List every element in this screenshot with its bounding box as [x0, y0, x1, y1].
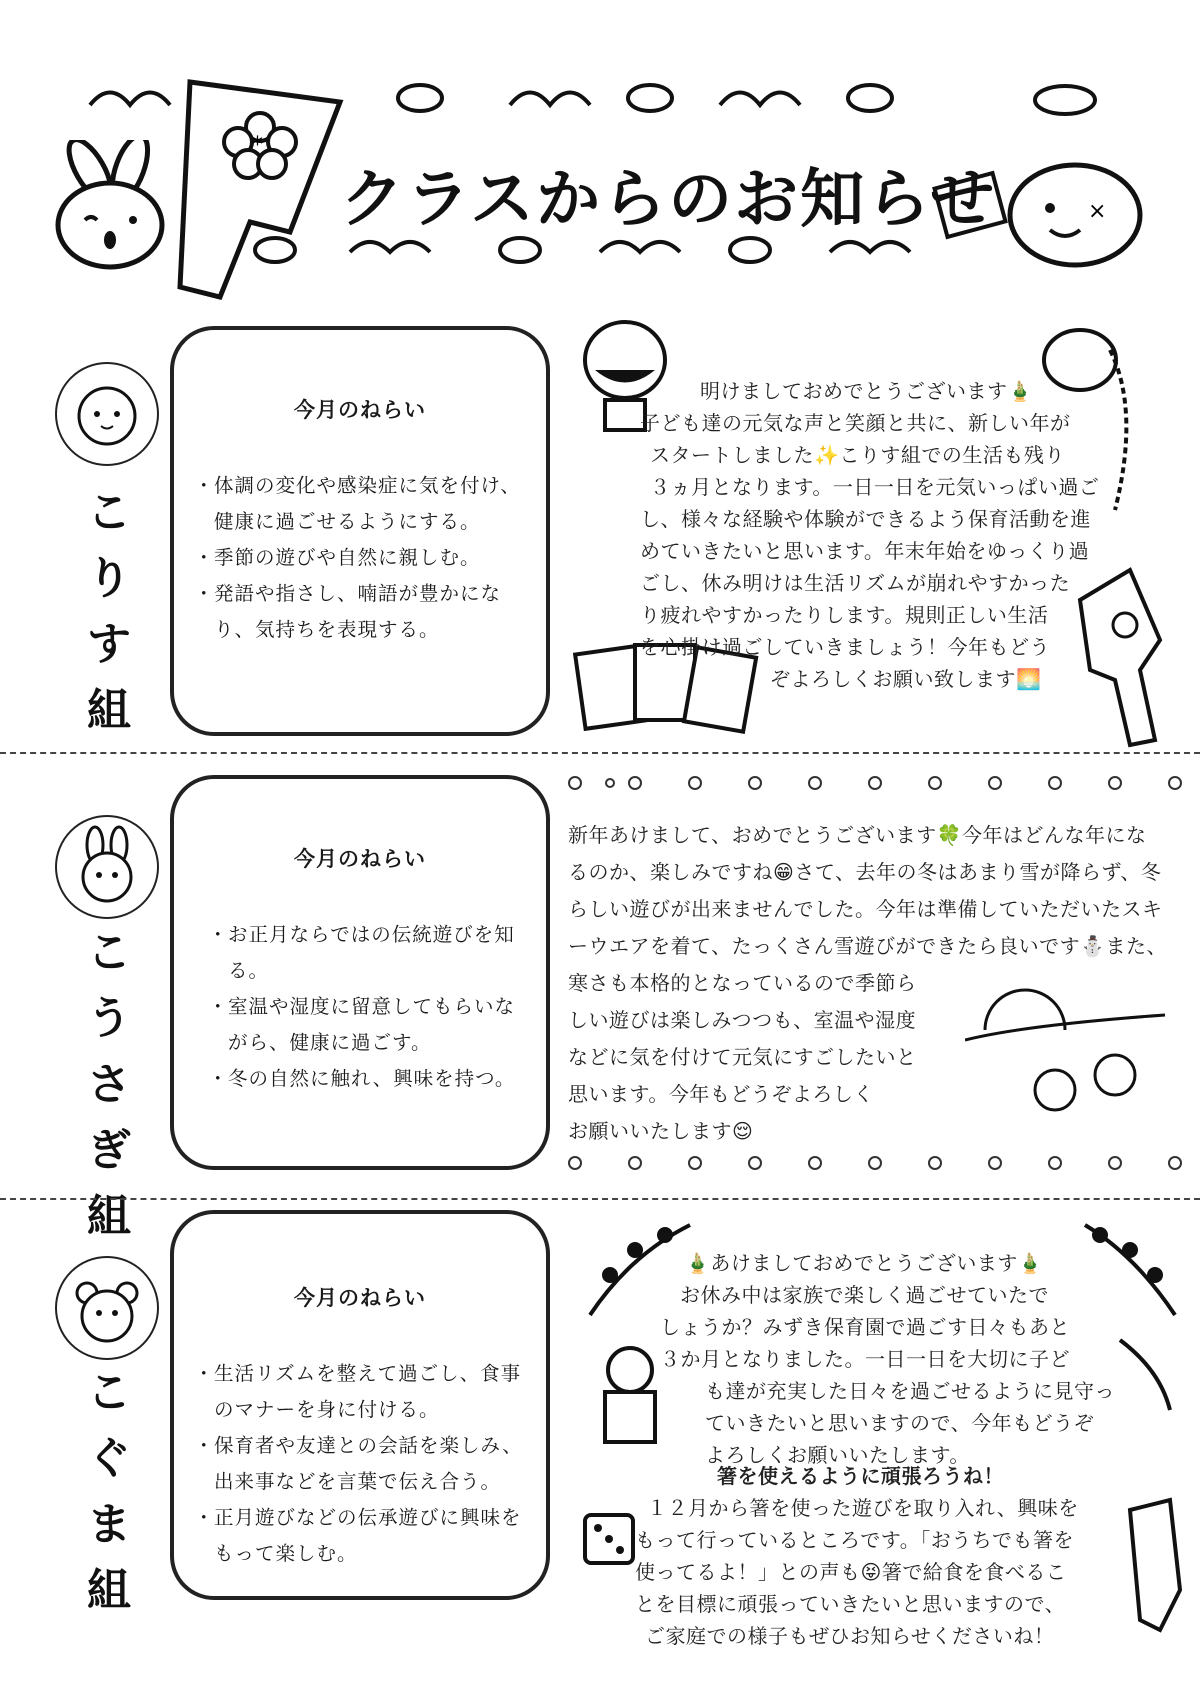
message-line: お願いいたします😌 [568, 1119, 754, 1143]
class-name: こぐま組 [87, 1367, 131, 1616]
message-line: お休み中は家族で楽しく過ごせていたで [680, 1283, 1049, 1307]
message-line: 寒さも本格的となっているので季節ら [568, 971, 917, 995]
message-line: よろしくお願いいたします。 [705, 1443, 970, 1467]
message-line: ご家庭での様子もぜひお知らせくださいね！ [645, 1624, 1055, 1648]
message-line: しい遊びは楽しみつつも、室温や湿度 [568, 1008, 917, 1032]
message-line: スタートしました✨こりす組での生活も残り [650, 443, 1065, 467]
dice-icon [580, 1510, 640, 1570]
page-title: クラスからのお知らせ [340, 163, 997, 237]
message-line: ぞよろしくお願い致します🌅 [770, 667, 1042, 691]
message-line: ３か月となりました。一日一日を大切に子ど [660, 1347, 1070, 1371]
message-line: などに気を付けて元気にすごしたいと [568, 1045, 917, 1069]
goal-item: ・ 室温や湿度に留意してもらいながら、健康に過ごす。 [208, 989, 526, 1061]
message-line: 明けましておめでとうございます🎍 [700, 379, 1033, 403]
class-message [660, 1247, 1115, 1471]
svg-text:*: * [252, 133, 263, 158]
goal-title: 今月のねらい [294, 847, 426, 871]
goal-item: ・ 季節の遊びや自然に親しむ。 [194, 540, 526, 576]
message-heading: 箸を使えるように頑張ろうね！ [717, 1464, 1004, 1488]
message-line: 新年あけまして、おめでとうございます🍀今年はどんな年にな [568, 823, 1147, 847]
goal-title: 今月のねらい [294, 398, 426, 422]
message-line: を心掛け過ごしていきましょう！今年もどう [640, 635, 1050, 659]
message-line: るのか、楽しみですね😁さて、去年の冬はあまり雪が降らず、冬 [568, 860, 1162, 884]
message-line: ごし、休み明けは生活リズムが崩れやすかった [640, 571, 1071, 595]
goal-box [170, 1210, 550, 1600]
goal-item: ・ 保育者や友達との会話を楽しみ、出来事などを言葉で伝え合う。 [194, 1428, 526, 1500]
goal-item: ・ 生活リズムを整えて過ごし、食事のマナーを身に付ける。 [194, 1356, 526, 1428]
message-line: しょうか？みずき保育園で過ごす日々もあと [660, 1315, 1070, 1339]
goal-item: ・ 体調の変化や感染症に気を付け、健康に過ごせるようにする。 [194, 468, 526, 540]
message-line: らしい遊びが出来ませんでした。今年は準備していただいたスキ [568, 897, 1163, 921]
message-line: ていきたいと思いますので、今年もどうぞ [705, 1411, 1095, 1435]
goal-item: ・ お正月ならではの伝統遊びを知る。 [208, 917, 526, 989]
chopsticks-message [635, 1460, 1079, 1652]
svg-text:×: × [1088, 199, 1107, 224]
bear-icon [55, 1256, 159, 1360]
message-line: 思います。今年もどうぞよろしく [568, 1082, 874, 1106]
class-name: こうさぎ組 [87, 927, 131, 1242]
goal-item: ・ 正月遊びなどの伝承遊びに興味をもって楽しむ。 [194, 1500, 526, 1572]
message-line: 🎍あけましておめでとうございます🎍 [685, 1251, 1044, 1275]
class-name: こりす組 [87, 487, 131, 736]
message-line: めていきたいと思います。年末年始をゆっくり過 [640, 539, 1090, 563]
message-line: ３ヵ月となります。一日一日を元気いっぱい過ご [650, 475, 1100, 499]
message-line: １２月から箸を使った遊びを取り入れ、興味を [647, 1496, 1079, 1520]
goal-list [194, 1356, 526, 1572]
goal-title: 今月のねらい [294, 1286, 426, 1310]
message-line: 使ってるよ！」との声も😝箸で給食を食べるこ [635, 1560, 1067, 1584]
message-line: ーウエアを着て、たっくさん雪遊びができたら良いです⛄また、 [568, 934, 1168, 958]
message-line: もって行っているところです。「おうちでも箸を [635, 1528, 1074, 1552]
message-line: とを目標に頑張っていきたいと思いますので、 [635, 1592, 1066, 1616]
goal-item: ・ 冬の自然に触れ、興味を持つ。 [208, 1061, 526, 1097]
message-line: り疲れやすかったりします。規則正しい生活 [640, 603, 1049, 627]
message-line: も達が充実した日々を過ごせるように見守っ [705, 1379, 1115, 1403]
message-line: し、様々な経験や体験ができるよう保育活動を進 [640, 507, 1091, 531]
message-line: 子ども達の元気な声と笑顔と共に、新しい年が [640, 411, 1071, 435]
goal-item: ・ 発語や指さし、喃語が豊かになり、気持ちを表現する。 [194, 576, 526, 648]
